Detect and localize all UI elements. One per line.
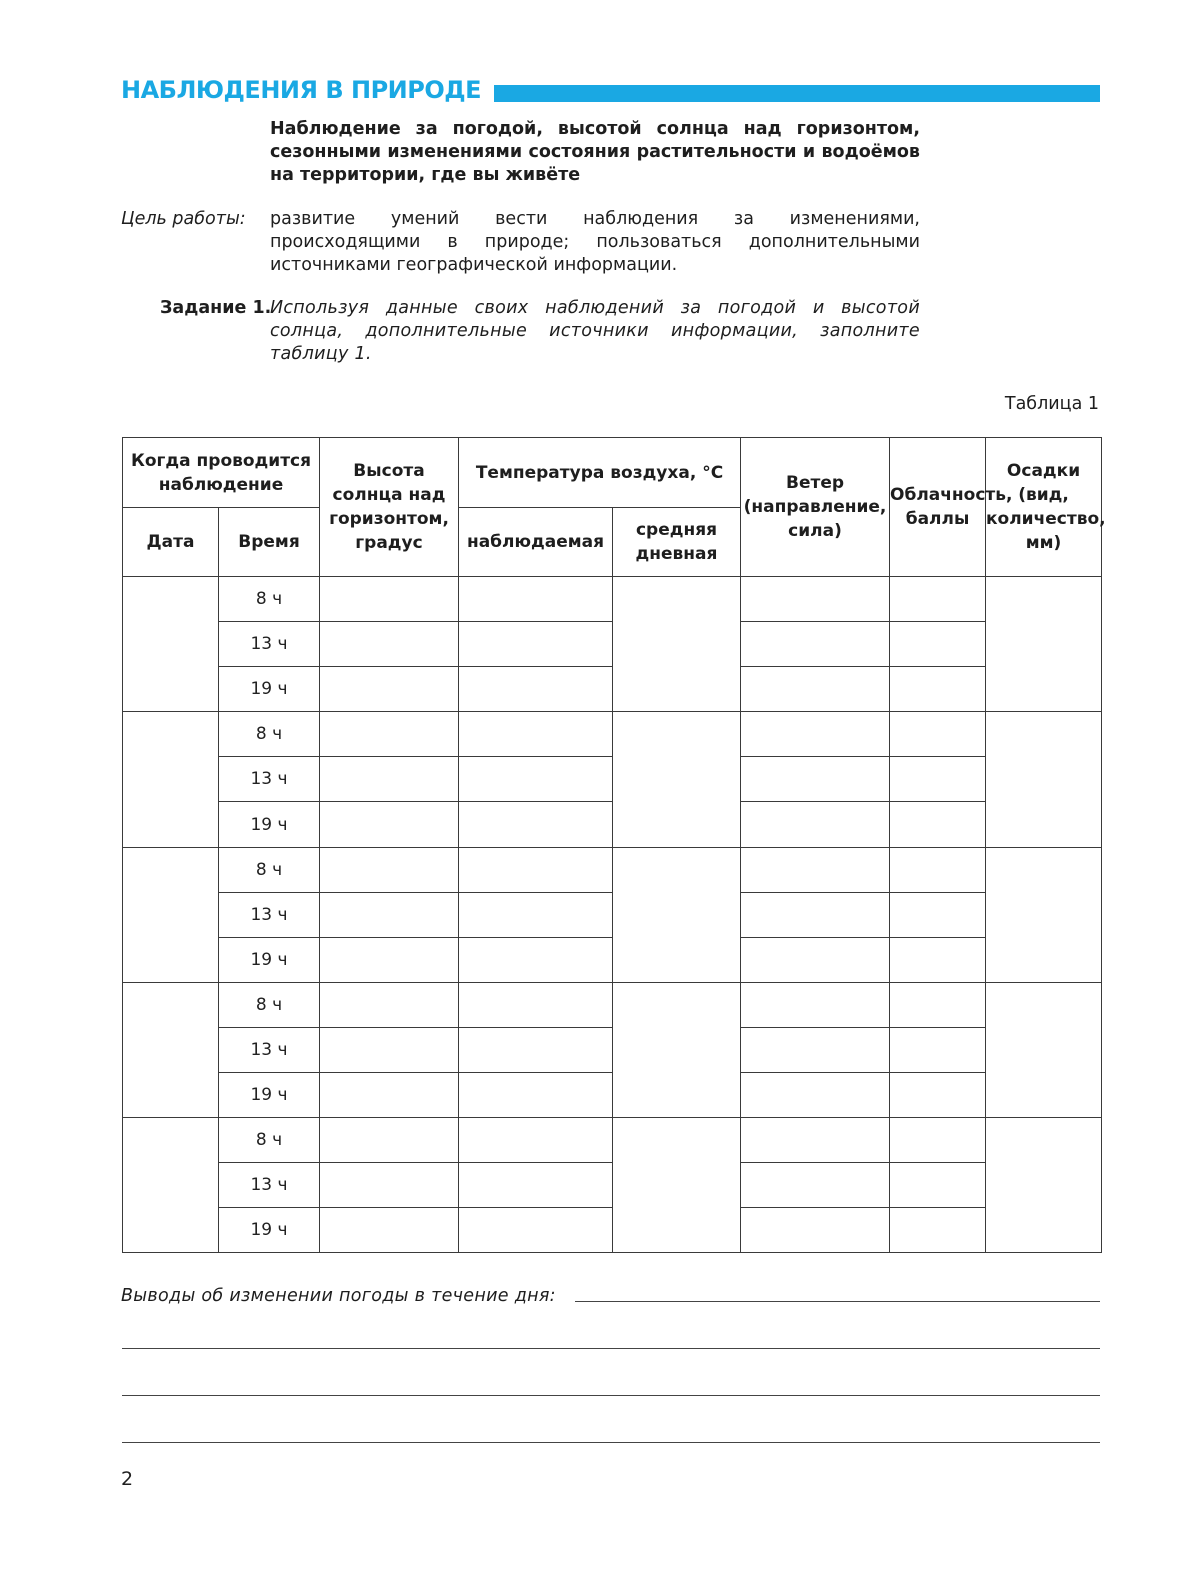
sun-height-cell[interactable] (320, 1118, 459, 1163)
page-number: 2 (121, 1468, 134, 1490)
daily-average-temperature-cell[interactable] (613, 577, 741, 712)
time-cell: 13 ч (219, 1163, 320, 1208)
section-title: НАБЛЮДЕНИЯ В ПРИРОДЕ (121, 76, 482, 104)
table-body (123, 577, 1102, 1253)
time-cell: 19 ч (219, 1208, 320, 1253)
conclusion-label: Выводы об изменении погоды в течение дня: (121, 1286, 556, 1306)
observed-temperature-cell[interactable] (459, 847, 613, 892)
title-accent-bar (494, 85, 1100, 102)
sun-height-cell[interactable] (320, 802, 459, 847)
wind-cell[interactable] (741, 1118, 890, 1163)
precipitation-cell[interactable] (986, 982, 1102, 1117)
table-row (123, 757, 1102, 802)
time-cell: 13 ч (219, 892, 320, 937)
cloudiness-cell[interactable] (890, 1208, 986, 1253)
sun-height-cell[interactable] (320, 757, 459, 802)
precipitation-cell[interactable] (986, 847, 1102, 982)
table-row (123, 1118, 1102, 1163)
daily-average-temperature-cell[interactable] (613, 1118, 741, 1253)
cloudiness-cell[interactable] (890, 622, 986, 667)
observed-temperature-cell[interactable] (459, 892, 613, 937)
wind-cell[interactable] (741, 622, 890, 667)
goal-text: развитие умений вести наблюдения за изменениями, происходящими в природе; пользоваться дополнительными источниками географической информации. (270, 209, 920, 275)
table-row (123, 892, 1102, 937)
cloudiness-cell[interactable] (890, 892, 986, 937)
table-row (123, 982, 1102, 1027)
sun-height-cell[interactable] (320, 1027, 459, 1072)
header-when: Когда проводится наблюдение (123, 438, 320, 508)
answer-line[interactable] (122, 1348, 1100, 1349)
observed-temperature-cell[interactable] (459, 802, 613, 847)
cloudiness-cell[interactable] (890, 1027, 986, 1072)
wind-cell[interactable] (741, 937, 890, 982)
time-cell: 19 ч (219, 937, 320, 982)
wind-cell[interactable] (741, 892, 890, 937)
observed-temperature-cell[interactable] (459, 1163, 613, 1208)
table-row (123, 622, 1102, 667)
answer-line[interactable] (122, 1442, 1100, 1443)
header-precipitation: Осадки (вид, количество, мм) (986, 438, 1102, 577)
wind-cell[interactable] (741, 577, 890, 622)
wind-cell[interactable] (741, 982, 890, 1027)
wind-cell[interactable] (741, 802, 890, 847)
table-row (123, 712, 1102, 757)
observed-temperature-cell[interactable] (459, 622, 613, 667)
table-row (123, 847, 1102, 892)
time-cell: 8 ч (219, 1118, 320, 1163)
time-cell: 13 ч (219, 1027, 320, 1072)
table-row (123, 577, 1102, 622)
observed-temperature-cell[interactable] (459, 1208, 613, 1253)
date-cell[interactable] (123, 982, 219, 1117)
cloudiness-cell[interactable] (890, 937, 986, 982)
answer-line[interactable] (575, 1301, 1100, 1302)
wind-cell[interactable] (741, 1163, 890, 1208)
observed-temperature-cell[interactable] (459, 1073, 613, 1118)
precipitation-cell[interactable] (986, 577, 1102, 712)
table-row (123, 1073, 1102, 1118)
cloudiness-cell[interactable] (890, 982, 986, 1027)
sun-height-cell[interactable] (320, 847, 459, 892)
table-row (123, 802, 1102, 847)
work-subtitle: Наблюдение за погодой, высотой солнца над горизонтом, сезонными изменениями состояния растительности и водоёмов на территории, где вы живёте (270, 119, 920, 185)
header-observed: наблюдаемая (459, 508, 613, 577)
cloudiness-cell[interactable] (890, 712, 986, 757)
table-row (123, 1027, 1102, 1072)
date-cell[interactable] (123, 712, 219, 847)
observed-temperature-cell[interactable] (459, 757, 613, 802)
precipitation-cell[interactable] (986, 712, 1102, 847)
daily-average-temperature-cell[interactable] (613, 982, 741, 1117)
header-daily-average: средняя дневная (613, 508, 741, 577)
cloudiness-cell[interactable] (890, 802, 986, 847)
table-row (123, 1163, 1102, 1208)
precipitation-cell[interactable] (986, 1118, 1102, 1253)
sun-height-cell[interactable] (320, 1163, 459, 1208)
time-cell: 13 ч (219, 622, 320, 667)
observed-temperature-cell[interactable] (459, 1118, 613, 1163)
sun-height-cell[interactable] (320, 712, 459, 757)
task-text: Используя данные своих наблюдений за погодой и высотой солнца, дополнительные источники информации, заполните таблицу 1. (270, 298, 920, 364)
sun-height-cell[interactable] (320, 892, 459, 937)
table-caption: Таблица 1 (1004, 394, 1099, 414)
daily-average-temperature-cell[interactable] (613, 847, 741, 982)
table-row (123, 1208, 1102, 1253)
sun-height-cell[interactable] (320, 937, 459, 982)
observed-temperature-cell[interactable] (459, 577, 613, 622)
observed-temperature-cell[interactable] (459, 667, 613, 712)
cloudiness-cell[interactable] (890, 1118, 986, 1163)
wind-cell[interactable] (741, 757, 890, 802)
observed-temperature-cell[interactable] (459, 937, 613, 982)
header-date: Дата (123, 508, 219, 577)
observed-temperature-cell[interactable] (459, 712, 613, 757)
cloudiness-cell[interactable] (890, 757, 986, 802)
sun-height-cell[interactable] (320, 982, 459, 1027)
date-cell[interactable] (123, 847, 219, 982)
observation-table (122, 437, 1106, 1253)
header-temperature: Температура воздуха, °С (459, 438, 741, 508)
time-cell: 8 ч (219, 577, 320, 622)
table-row (123, 937, 1102, 982)
cloudiness-cell[interactable] (890, 1073, 986, 1118)
time-cell: 19 ч (219, 667, 320, 712)
sun-height-cell[interactable] (320, 667, 459, 712)
time-cell: 19 ч (219, 802, 320, 847)
sun-height-cell[interactable] (320, 622, 459, 667)
task-label: Задание 1. (160, 298, 272, 318)
time-cell: 8 ч (219, 847, 320, 892)
date-cell[interactable] (123, 577, 219, 712)
date-cell[interactable] (123, 1118, 219, 1253)
cloudiness-cell[interactable] (890, 667, 986, 712)
goal-label: Цель работы: (121, 209, 246, 229)
wind-cell[interactable] (741, 1073, 890, 1118)
table-row (123, 667, 1102, 712)
header-wind: Ветер (направление, сила) (741, 438, 890, 577)
wind-cell[interactable] (741, 1208, 890, 1253)
wind-cell[interactable] (741, 847, 890, 892)
header-time: Время (219, 508, 320, 577)
answer-line[interactable] (122, 1395, 1100, 1396)
cloudiness-cell[interactable] (890, 1163, 986, 1208)
wind-cell[interactable] (741, 712, 890, 757)
wind-cell[interactable] (741, 667, 890, 712)
sun-height-cell[interactable] (320, 1073, 459, 1118)
time-cell: 13 ч (219, 757, 320, 802)
sun-height-cell[interactable] (320, 1208, 459, 1253)
observed-temperature-cell[interactable] (459, 982, 613, 1027)
cloudiness-cell[interactable] (890, 847, 986, 892)
sun-height-cell[interactable] (320, 577, 459, 622)
observed-temperature-cell[interactable] (459, 1027, 613, 1072)
time-cell: 8 ч (219, 982, 320, 1027)
wind-cell[interactable] (741, 1027, 890, 1072)
time-cell: 8 ч (219, 712, 320, 757)
cloudiness-cell[interactable] (890, 577, 986, 622)
header-sun-height: Высота солнца над горизонтом, градус (320, 438, 459, 577)
daily-average-temperature-cell[interactable] (613, 712, 741, 847)
time-cell: 19 ч (219, 1073, 320, 1118)
header-clouds: Облачность, баллы (890, 438, 986, 577)
